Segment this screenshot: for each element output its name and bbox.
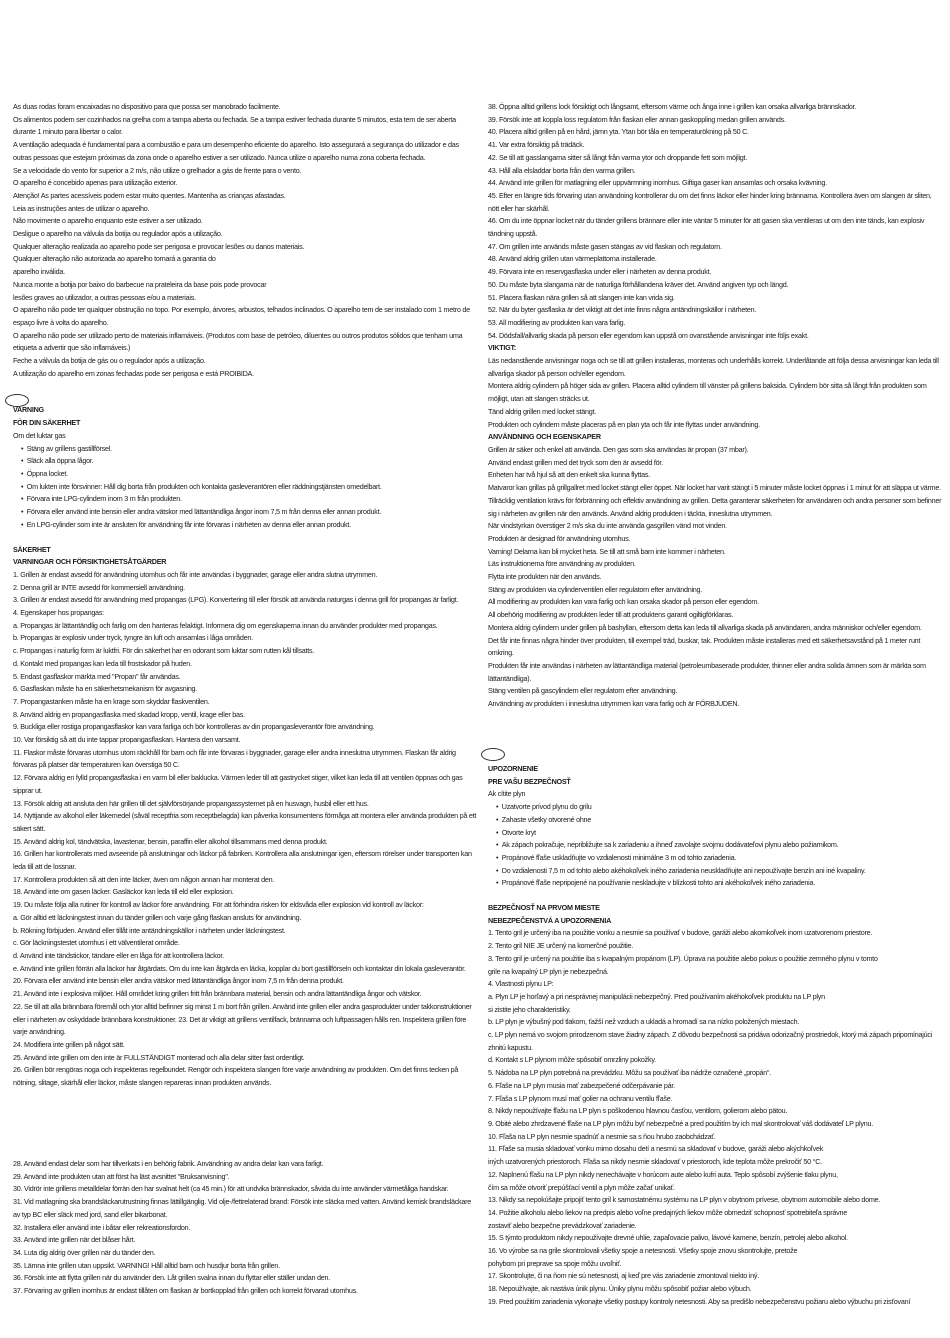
paragraph: Tillräcklig ventilation krävs för förbränning och effektiv användning av grillen. Detta garanterar säkerheten för användaren och andra personer som befinner sig i närheten av grillen när den används. Använd aldrig produkten i täckta, inneslutna utrymmen. (488, 495, 942, 518)
paragraph: iných uzatvorených priestoroch. Fľaša sa nikdy nesmie skladovať v priestoroch, kde teplota môže prekročiť 50 °C. (488, 1157, 822, 1167)
paragraph: 18. Nepoužívajte, ak nastáva únik plynu. Úniky plynu môžu spôsobiť požiar alebo výbuch. (488, 1284, 752, 1294)
paragraph: 28. Använd endast delar som har tillverkats i en behörig fabrik. Användning av andra delar kan vara farligt. (13, 1159, 324, 1168)
bullet-item: • Stäng av grillens gastillförsel. (13, 443, 478, 456)
spacer (13, 380, 478, 392)
paragraph: 17. Kontrollera produkten så att den inte läcker, även om någon annan har monterat den. (13, 874, 275, 884)
paragraph: Desligue o aparelho na válvula da botija ou regulador após a utilização. (13, 229, 223, 239)
paragraph: 36. Försök inte att flytta grillen när du använder den. Låt grillen svalna innan du flyttar eller ställer undan den. (13, 1273, 331, 1283)
paragraph: lesões graves ao utilizador, a outras pessoas e/ou a materiais. (13, 292, 196, 302)
paragraph: 6. Fľaše na LP plyn musia mať zabezpečené odčerpávanie pár. (488, 1080, 675, 1090)
paragraph: Flytta inte produkten när den används. (488, 572, 602, 582)
paragraph: 52. När du byter gasflaska är det viktigt att det inte finns några antändningskällor i närheten. (488, 305, 757, 315)
paragraph: Montera aldrig cylindern under grillen på bashyllan, eftersom detta kan leda till allvarliga skada på användaren, andra människor och/eller egendom. (488, 622, 922, 632)
paragraph: pohybom pri preprave sa spoje môžu uvoľniť. (488, 1258, 622, 1268)
paragraph: 45. Efter en längre tids förvaring utan användning kontrollerar du om det finns läckor eller hinder kring brännarna. Kontrollera även om slangen är sliten, nött eller har skärhål. (488, 190, 932, 213)
paragraph: 8. Nikdy nepoužívajte fľašu na LP plyn s poškodenou hlavnou časťou, ventilom, golierom alebo pätou. (488, 1106, 788, 1116)
paragraph: 1. Grillen är endast avsedd för användning utomhus och får inte användas i byggnader, garage eller andra slutna utrymmen. (13, 569, 378, 579)
paragraph: 20. Förvara eller använd inte bensin eller andra vätskor med lättantändliga ångor inom 7,5 m från denna produkt. (13, 976, 344, 986)
paragraph: zostaviť alebo bezpečne prevádzkovať zariadenie. (488, 1220, 637, 1230)
section-heading: NEBEZPEČENSTVÁ A UPOZORNENIA (488, 915, 612, 925)
paragraph: Qualquer alteração realizada ao aparelho pode ser perigosa e provocar lesões ou danos materiais. (13, 241, 305, 251)
paragraph: 16. Grillen har kontrollerats med avseende på anslutningar och läckor på fabriken. Kontrollera alla anslutningar igen, eftersom rörelser under transporten kan leda till att de lossnar. (13, 849, 472, 872)
paragraph: 7. Fľaša s LP plynom musí mať golier na ochranu ventilu fľaše. (488, 1093, 673, 1103)
section-heading: SÄKERHET (13, 544, 51, 554)
paragraph: As duas rodas foram encaixadas no dispositivo para que possa ser manobrado facilmente. (13, 102, 281, 111)
paragraph: 22. Se till att alla brännbara föremål och ytor alltid befinner sig minst 1 m bort från grillen. Använd inte grillen eller andra gasprodukter under takkonstruktioner eller i närheten av oskyddade brännbara konstruktioner. 23. Det är viktigt att grillens ventilfack, brännarna och luftpassagen hålls ren. Inspektera grillen före varje användning. (13, 1001, 472, 1037)
paragraph: 2. Tento gril NIE JE určený na komerčné použitie. (488, 941, 634, 951)
paragraph: Om det luktar gas (13, 430, 66, 440)
paragraph: e. Använd inte grillen förrän alla läckor har åtgärdats. Om du inte kan åtgärda en läcka, kopplar du bort gastillförseln och kontaktar din lokala gasleverantör. (13, 963, 466, 973)
warning-oval-mark (5, 394, 29, 407)
paragraph: 48. Använd aldrig grillen utan värmeplattorna installerade. (488, 254, 657, 264)
paragraph: Não movimente o aparelho enquanto este estiver a ser utilizado. (13, 216, 203, 226)
section-heading: PRE VAŠU BEZPEČNOSŤ (488, 776, 571, 786)
paragraph: 15. Använd aldrig kol, tändvätska, lavastenar, bensin, paraffin eller alkohol tillsammans med denna produkt. (13, 836, 328, 846)
bullet-item: • Propánové fľaše uskladňujte vo vzdialenosti minimálne 3 m od tohto zariadenia. (488, 852, 944, 865)
paragraph: A utilização do aparelho em zonas fechadas pode ser perigosa e está PROIBIDA. (13, 368, 254, 378)
paragraph: När vindstyrkan överstiger 2 m/s ska du inte använda gasgrillen vänd mot vinden. (488, 521, 727, 531)
right-column-top (488, 101, 944, 711)
paragraph: 24. Modifiera inte grillen på något sätt. (13, 1039, 125, 1049)
paragraph: O aparelho é concebido apenas para utilização exterior. (13, 178, 178, 188)
spacer (13, 392, 478, 404)
paragraph: b. Rökning förbjuden. Använd eller tillåt inte antändningskällor i närheten under läckningstest. (13, 925, 286, 935)
paragraph: All obehörig modifiering av produkten leder till att produktens garanti ogiltigförklaras. (488, 610, 734, 620)
paragraph: Produkten är designad för användning utomhus. (488, 533, 631, 543)
paragraph: Qualquer alteração não autorizada ao aparelho tornará a garantia do (13, 254, 216, 264)
left-column-bottom (13, 1158, 478, 1298)
paragraph: 11. Flaskor måste förvaras utomhus utom räckhåll för barn och får inte förvaras i byggnader, garage eller andra inneslutna utrymmen. Flaskan får aldrig förvaras på platser där temperaturen kan överstiga 50 C. (13, 747, 456, 770)
paragraph: 19. Pred použitím zariadenia vykonajte všetky postupy kontroly netesnosti. Aby sa predišlo nebezpečenstvu požiaru alebo výbuchu pri zisťovaní (488, 1296, 911, 1306)
paragraph: A ventilação adequada é fundamental para a combustão e para um desempenho eficiente do aparelho. Isto assegurará a segurança do utilizador e das outras pessoas que estejam próximas da zona onde o aparelho estiver a ser utilizado. Nunca utilize o aparelho numa zona coberta fechada. (13, 140, 459, 162)
section-heading: BEZPEČNOSŤ NA PRVOM MIESTE (488, 903, 600, 913)
paragraph: 13. Försök aldrig att ansluta den här grillen till det självförsörjande propangassystemet på en husvagn, husbil eller ett hus. (13, 798, 369, 808)
paragraph: 50. Du måste byta slangarna när de naturliga förhållandena kräver det. Använd angiven typ och längd. (488, 279, 789, 289)
bullet-item: • Öppna locket. (13, 468, 478, 481)
paragraph: 43. Håll alla elsladdar borta från den varma grillen. (488, 165, 636, 175)
paragraph: 4. Egenskaper hos propangas: (13, 608, 104, 618)
paragraph: 10. Var försiktig så att du inte tappar propangasflaskan. Hantera den varsamt. (13, 735, 241, 745)
paragraph: Montera aldrig cylindern på höger sida av grillen. Placera alltid cylindern till vänster på grillens baksida. Cylindern bör sitta så långt från produkten som möjligt, utan att slangen sträcks ut. (488, 381, 927, 404)
paragraph: 31. Vid matlagning ska brandsläckarutrustning finnas lättillgänglig. Vid olje-/fettrelaterad brand: Försök inte släcka med vatten. Använd kemisk brandsläckare av typ BC eller släck med jord, sand eller bikarbonat. (13, 1197, 472, 1219)
paragraph: Stäng av produkten via cylinderventilen eller regulatorn efter användning. (488, 584, 703, 594)
paragraph: 41. Var extra försiktig på trädäck. (488, 140, 585, 150)
paragraph: 54. Dödsfall/allvarlig skada på person eller egendom kan uppstå om ovanstående anvisningar inte följs exakt. (488, 330, 809, 340)
paragraph: 53. All modifiering av produkten kan vara farlig. (488, 317, 626, 327)
bullet-item: • Otvorte kryt (488, 827, 944, 840)
paragraph: Produkten får inte användas i närheten av lättantändliga material (petroleumbaserade produkter, thinner eller andra solida ämnen som är märkta som lättantändliga). (488, 660, 926, 683)
section-heading: VARNING (13, 405, 44, 415)
paragraph: 32. Installera eller använd inte i båtar eller rekreationsfordon. (13, 1222, 191, 1232)
paragraph: 29. Använd inte produkten utan att först ha läst avsnittet "Bruksanvisning". (13, 1171, 230, 1181)
warning-oval-mark (481, 748, 505, 761)
paragraph: Använd endast grillen med det tryck som den är avsedd för. (488, 457, 663, 467)
paragraph: Matvaror kan grillas på grillgallret med locket stängt eller öppet. När locket har varit stängt i 5 minuter måste locket öppnas i 1 minut för att släppa ut värme. (488, 483, 941, 493)
section-heading: VARNINGAR OCH FÖRSIKTIGHETSÅTGÄRDER (13, 557, 167, 567)
paragraph: 5. Nádoba na LP plyn potrebná na prevádzku. Môžu sa používať iba nádrže označené „propán“. (488, 1068, 771, 1078)
paragraph: 6. Gasflaskan måste ha en säkerhetsmekanism för avgasning. (13, 684, 198, 694)
paragraph: 12. Förvara aldrig en fylld propangasflaska i en varm bil eller baklucka. Värmen leder till att gastrycket stiger, vilket kan leda till att ventilen öppnas och gas sipprar ut. (13, 773, 463, 795)
paragraph: Användning av produkten i inneslutna utrymmen kan vara farlig och är FÖRBJUDEN. (488, 699, 740, 709)
bullet-item: • Uzatvorte prívod plynu do grilu (488, 801, 944, 814)
section-heading: UPOZORNENIE (488, 764, 538, 773)
paragraph: 44. Använd inte grillen för matlagning eller uppvärmning inomhus. Giftiga gaser kan ansamlas och orsaka kvävning. (488, 178, 827, 188)
paragraph: grile na kvapalný LP plyn je nebezpečná. (488, 966, 609, 976)
paragraph: 7. Propangastanken måste ha en krage som skyddar flaskventilen. (13, 696, 210, 706)
paragraph: Atenção! As partes acessíveis podem estar muito quentes. Mantenha as crianças afastadas. (13, 190, 286, 200)
paragraph: 33. Använd inte grillen när det blåser hårt. (13, 1235, 136, 1245)
paragraph: 8. Använd aldrig en propangasflaska med skadad kropp, ventil, krage eller bas. (13, 709, 245, 719)
paragraph: a. Propangas är lättantändlig och farlig om den hanteras felaktigt. Informera dig om egenskaperna innan du använder produkter med propangas. (13, 620, 438, 630)
paragraph: 19. Du måste följa alla rutiner för kontroll av läckor före användning. För att förhindra risken för eldsvåda eller explosion vid kontroll av läckor: (13, 900, 424, 910)
paragraph: 47. Om grillen inte används måste gasen stängas av vid flaskan och regulatorn. (488, 241, 722, 251)
paragraph: Os alimentos podem ser cozinhados na grelha com a tampa aberta ou fechada. Se a tampa estiver fechada durante 5 minutos, esta tem de ser aberta durante 1 minuto para libertar o calor. (13, 114, 456, 137)
paragraph: a. Gör alltid ett läckningstest innan du tänder grillen och varje gång flaskan ansluts för användning. (13, 912, 302, 922)
left-column-top (13, 101, 478, 1090)
paragraph: Feche a válvula da botija de gás ou o regulador após a utilização. (13, 356, 206, 366)
paragraph: Läs nedanstående anvisningar noga och se till att grillen installeras, monteras och underhålls korrekt. Underlåtande att följa dessa anvisningar kan leda till allvarliga skador på person och/eller egendom. (488, 356, 939, 378)
paragraph: c. Gör läckningstestet utomhus i ett välventilerat område. (13, 938, 180, 948)
bullet-item: • En LPG-cylinder som inte är ansluten för användning får inte förvaras i närheten av denna eller annan produkt. (13, 519, 478, 532)
paragraph: 9. Obité alebo zhrdzavené fľaše na LP plyn môžu byť nebezpečné a pred použitím by ich mal skontrolovať váš dodávateľ LP plynu. (488, 1118, 873, 1128)
paragraph: 51. Placera flaskan nära grillen så att slangen inte kan vrida sig. (488, 292, 675, 302)
paragraph: Grillen är säker och enkel att använda. Den gas som ska användas är propan (37 mbar). (488, 444, 749, 454)
paragraph: Nunca monte a botija por baixo do barbecue na prateleira da base pois pode provocar (13, 279, 267, 289)
paragraph: 3. Grillen är endast avsedd för användning med propangas (LPG). Konvertering till eller försök att använda naturgas i denna grill för propangas är farligt. (13, 595, 459, 605)
paragraph: 38. Öppna alltid grillens lock försiktigt och långsamt, eftersom värme och ånga inne i grillen kan orsaka allvarliga brännskador. (488, 102, 857, 111)
spacer (488, 890, 944, 902)
paragraph: c. Propangas i naturlig form är luktfri. För din säkerhet har en odorant som luktar som rutten kål tillsatts. (13, 646, 315, 656)
paragraph: 40. Placera alltid grillen på en hård, jämn yta. Ytan bör tåla en temperaturökning på 50 C. (488, 127, 749, 137)
spacer (13, 532, 478, 544)
right-column-bottom (488, 763, 944, 1309)
bullet-item: • Do vzdialenosti 7,5 m od tohto alebo akéhokoľvek iného zariadenia neuskladňujte ani nepoužívajte benzín ani iné kvapaliny. (488, 865, 944, 878)
paragraph: 15. S týmto produktom nikdy nepoužívajte drevné uhlie, zapaľovacie palivo, lávové kamene, benzín, petrolej alebo alkohol. (488, 1233, 848, 1243)
paragraph: Enheten har två hjul så att den enkelt ska kunna flyttas. (488, 470, 650, 480)
paragraph: čím sa môže otvoriť prepúšťací ventil a plyn môže začať unikať. (488, 1182, 675, 1192)
paragraph: Leia as instruções antes de utilizar o aparelho. (13, 203, 150, 213)
bullet-item: • Propánové fľaše nepripojené na používanie neskladujte v blízkosti tohto ani akéhokoľvek iného zariadenia. (488, 877, 944, 890)
paragraph: c. LP plyn nemá vo svojom prirodzenom stave žiadny zápach. Z dôvodu bezpečnosti sa pridáva odorizačný prostriedok, ktorý má zápach pripomínajúci zhnitú kapustu. (488, 1030, 933, 1052)
paragraph: si zistite jeho charakteristiky. (488, 1004, 571, 1014)
bullet-item: • Förvara eller använd inte bensin eller andra vätskor med lättantändliga ångor inom 7,5 m från denna eller annan produkt. (13, 506, 478, 519)
paragraph: 18. Använd inte om gasen läcker. Gasläckor kan leda till eld eller explosion. (13, 887, 234, 897)
paragraph: All modifiering av produkten kan vara farlig och kan orsaka skador på person eller egendom. (488, 597, 759, 607)
bullet-item: • Om lukten inte försvinner: Håll dig borta från produkten och kontakta gasleverantören eller räddningstjänsten omedelbart. (13, 481, 478, 494)
bullet-item: • Ak zápach pokračuje, nepribližujte sa k zariadeniu a ihneď zavolajte svojmu dodávateľovi plynu alebo požiarnikom. (488, 839, 944, 852)
paragraph: b. Propangas är explosiv under tryck, tyngre än luft och ansamlas i låga områden. (13, 633, 253, 643)
paragraph: Produkten och cylindern måste placeras på en plan yta och får inte flyttas under användning. (488, 419, 760, 429)
paragraph: 21. Använd inte i explosiva miljöer. Håll området kring grillen fritt från brännbara material, bensin och andra lättantändliga ångor och vätskor. (13, 989, 422, 999)
paragraph: 14. Požitie alkoholu alebo liekov na predpis alebo voľne predajných liekov môže obmedziť schopnosť spotrebiteľa správne (488, 1207, 848, 1217)
paragraph: 35. Lämna inte grillen utan uppsikt. VARNING! Håll alltid barn och husdjur borta från grillen. (13, 1260, 280, 1270)
paragraph: 39. Försök inte att koppla loss regulatorn från flaskan eller annan gaskoppling medan grillen används. (488, 114, 786, 124)
paragraph: O aparelho não pode ter qualquer obstrução no topo. Por exemplo, árvores, arbustos, telhados inclinados. O aparelho tem de ser instalado com 1 metro de espaço livre à volta do aparelho. (13, 305, 470, 327)
paragraph: 5. Endast gasflaskor märkta med "Propan" får användas. (13, 671, 181, 681)
paragraph: a. Plyn LP je horľavý a pri nesprávnej manipulácii nebezpečný. Pred používaním akéhokoľvek produktu na LP plyn (488, 991, 825, 1001)
paragraph: 25. Använd inte grillen om den inte är FULLSTÄNDIGT monterad och alla delar sitter fast ordentligt. (13, 1052, 305, 1062)
paragraph: Stäng ventilen på gascylindern eller regulatorn efter användning. (488, 686, 678, 696)
paragraph: 17. Skontrolujte, či na ňom nie sú netesnosti, aj keď pre vás zariadenie zmontoval niekto iný. (488, 1271, 759, 1281)
paragraph: 3. Tento gril je určený na použitie iba s kvapalným propánom (LP). Úprava na použitie alebo pokus o použitie zemného plynu v tomto (488, 953, 878, 963)
paragraph: Läs instruktionerna före användning av produkten. (488, 559, 636, 569)
paragraph: 12. Naplnenú fľašu na LP plyn nikdy nenechávajte v horúcom aute alebo kufri auta. Teplo spôsobí zvýšenie tlaku plynu, (488, 1169, 838, 1179)
paragraph: 46. Om du inte öppnar locket när du tänder grillens brännare eller inte väntar 5 minuter för att gasen ska ventileras ut om den inte tänds, kan explosiv tändning uppstå. (488, 216, 925, 239)
paragraph: Ak cítite plyn (488, 789, 526, 799)
paragraph: 49. Förvara inte en reservgasflaska under eller i närheten av denna produkt. (488, 267, 712, 277)
paragraph: d. Använd inte tändstickor, tändare eller en låga för att kontrollera läckor. (13, 951, 224, 960)
paragraph: 9. Buckliga eller rostiga propangasflaskor kan vara farliga och bör kontrolleras av din propangasleverantör före användning. (13, 722, 375, 732)
paragraph: d. Kontakt s LP plynom môže spôsobiť omrzliny pokožky. (488, 1055, 656, 1065)
section-heading: FÖR DIN SÄKERHET (13, 418, 81, 428)
paragraph: O aparelho não pode ser utilizado perto de materiais inflamáveis. (Produtos com base de petróleo, diluentes ou outros produtos sólidos que tenham uma etiqueta a advertir que são inflamáveis.) (13, 330, 463, 353)
paragraph: 37. Förvaring av grillen inomhus är endast tillåten om flaskan är bortkopplad från grillen och korrekt förvarad utomhus. (13, 1286, 358, 1296)
paragraph: 16. Vo výrobe sa na grile skontrolovali všetky spoje a netesnosti. Všetky spoje znovu skontrolujte, pretože (488, 1246, 798, 1256)
paragraph: 13. Nikdy sa nepokúšajte pripojiť tento gril k samostatnému systému na LP plyn v obytnom prívese, obytnom automobile alebo dome. (488, 1195, 881, 1205)
paragraph: Varning! Delarna kan bli mycket heta. Se till att små barn inte kommer i närheten. (488, 546, 726, 556)
paragraph: 2. Denna grill är INTE avsedd för kommersiell användning. (13, 582, 185, 592)
bullet-item: • Släck alla öppna lågor. (13, 455, 478, 468)
bullet-item: • Zahaste všetky otvorené ohne (488, 814, 944, 827)
paragraph: Det får inte finnas några hinder över produkten, till exempel träd, buskar, tak. Produkten måste installeras med ett säkerhetsavstånd på 1 meter runt omkring. (488, 635, 921, 658)
paragraph: 42. Se till att gasslangarna sitter så långt från varma ytor och droppande fett som möjligt. (488, 152, 748, 162)
paragraph: Se a velocidade do vento for superior a 2 m/s, não utilize o grelhador a gás de frente para o vento. (13, 165, 302, 175)
paragraph: 34. Luta dig aldrig över grillen när du tänder den. (13, 1247, 156, 1257)
paragraph: 11. Fľaše sa musia skladovať vonku mimo dosahu detí a nesmú sa skladovať v budove, garáži alebo akýchkoľvek (488, 1144, 824, 1154)
bullet-item: • Förvara inte LPG-cylindern inom 3 m från produkten. (13, 493, 478, 506)
section-heading: ANVÄNDNING OCH EGENSKAPER (488, 432, 601, 442)
section-heading: VIKTIGT: (488, 343, 516, 353)
paragraph: 14. Nyttjande av alkohol eller läkemedel (såväl receptfria som receptbelagda) kan påverka konsumentens förmåga att montera eller använda produkten på ett säkert sätt. (13, 811, 477, 833)
paragraph: 26. Grillen bör rengöras noga och inspekteras regelbundet. Rengör och inspektera slangen före varje användning av produkten. Om det finns tecken på nötning, slitage, skärhål eller läckor, måste slangen repareras innan produkten används. (13, 1065, 459, 1088)
paragraph: 1. Tento gril je určený iba na použitie vonku a nesmie sa používať v budove, garáži alebo akomkoľvek inom uzatvorenom priestore. (488, 928, 873, 938)
paragraph: 4. Vlastnosti plynu LP: (488, 979, 554, 989)
paragraph: 30. Vidrör inte grillens metalldelar förrän den har svalnat helt (ca 45 min.) för att undvika brännskador, såvida du inte använder värmetåliga handskar. (13, 1184, 449, 1194)
paragraph: 10. Fľaša na LP plyn nesmie spadnúť a nesmie sa s ňou hrubo zaobchádzať. (488, 1131, 716, 1141)
paragraph: Tänd aldrig grillen med locket stängt. (488, 406, 596, 416)
paragraph: d. Kontakt med propangas kan leda till frostskador på huden. (13, 658, 192, 668)
paragraph: aparelho inválida. (13, 267, 65, 277)
paragraph: b. LP plyn je výbušný pod tlakom, ťažší než vzduch a ukladá a hromadí sa na nízko položených miestach. (488, 1017, 800, 1027)
